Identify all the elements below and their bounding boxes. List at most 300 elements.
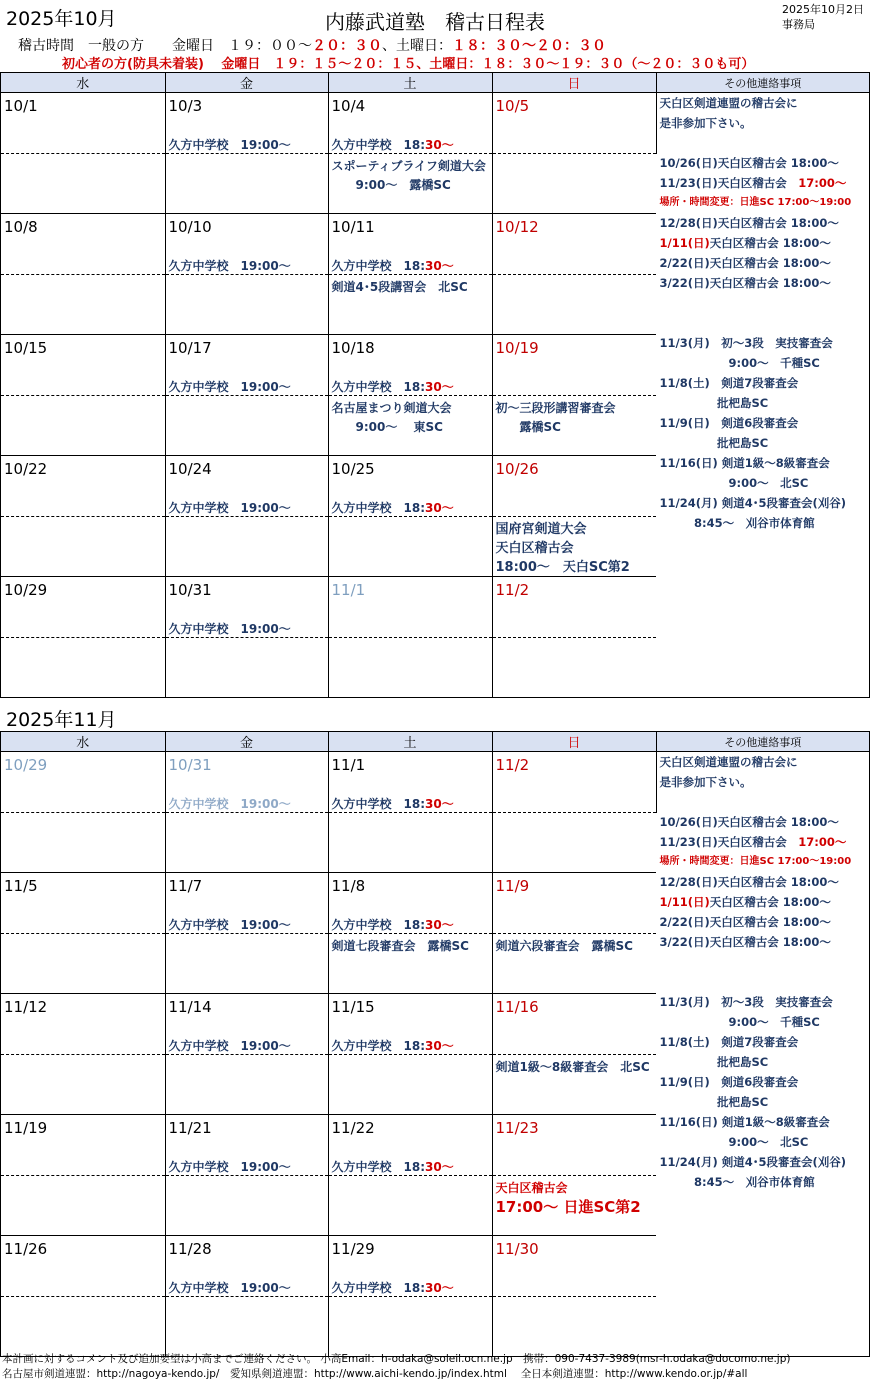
weekday-header-row xyxy=(1,732,869,752)
weekday-header-sat: 土 xyxy=(328,73,492,93)
event-sun xyxy=(496,1058,650,1077)
notes-line xyxy=(660,1012,852,1032)
event-cell-sun xyxy=(492,517,656,577)
event-cell-fri xyxy=(165,638,328,698)
notes-line xyxy=(660,832,852,852)
day-number: 11/1 xyxy=(331,581,366,599)
weekday-header-row xyxy=(1,73,869,93)
event-cell-sun xyxy=(492,275,656,335)
day-cell-sun xyxy=(492,93,656,154)
notes-line xyxy=(660,213,852,233)
notes-line xyxy=(660,992,852,1012)
event-cell-sat xyxy=(328,813,492,873)
event-cell-fri xyxy=(165,1297,328,1357)
day-number: 11/29 xyxy=(331,1240,375,1258)
day-cell-fri xyxy=(165,1115,328,1176)
notes-line xyxy=(660,1132,852,1152)
day-number: 11/1 xyxy=(331,756,366,774)
event-line: 剣道七段審査会 露橋SC xyxy=(331,939,469,953)
notes-text: 3/22(日)天白区稽古会 18:00～ xyxy=(659,935,831,949)
day-cell-sat xyxy=(328,577,492,638)
practice-sat xyxy=(332,136,454,153)
event-cell-wed xyxy=(1,275,165,335)
weekday-header-wed: 水 xyxy=(1,732,165,752)
page-title: 内藤武道塾 稽古日程表 xyxy=(325,10,545,34)
day-number: 10/24 xyxy=(168,460,212,478)
hours-fri-end: ２０：３０ xyxy=(312,38,382,54)
notes-time-red: 17:00～ xyxy=(798,176,847,190)
notes-line xyxy=(660,413,852,433)
event-cell-sun xyxy=(492,813,656,873)
event-cell-sat xyxy=(328,1176,492,1236)
day-cell-sun xyxy=(492,335,656,396)
notes-text: 是非参加下さい。 xyxy=(659,775,752,789)
day-number: 11/7 xyxy=(168,877,203,895)
practice-sat xyxy=(332,499,454,516)
day-cell-wed xyxy=(1,1115,165,1176)
day-number: 10/11 xyxy=(331,218,375,236)
notes-time-red: 17:00～ xyxy=(798,835,847,849)
notes-line xyxy=(660,493,852,513)
footer xyxy=(2,1352,791,1382)
day-number: 10/22 xyxy=(4,460,48,478)
notes-text: 8:45～ 刈谷市体育館 xyxy=(659,516,815,530)
day-cell-wed xyxy=(1,214,165,275)
hours-label: 稽古時間 一般の方 金曜日 １９：００～ xyxy=(18,38,312,54)
day-cell-sun xyxy=(492,577,656,638)
day-cell-wed xyxy=(1,335,165,396)
notes-line xyxy=(660,812,852,832)
notes-line xyxy=(660,772,852,792)
day-number: 10/29 xyxy=(4,756,48,774)
notes-line xyxy=(660,393,852,413)
day-cell-wed xyxy=(1,994,165,1055)
notes-line xyxy=(660,313,852,333)
event-cell-wed xyxy=(1,517,165,577)
weekday-header-sun: 日 xyxy=(492,73,656,93)
day-cell-sat xyxy=(328,93,492,154)
day-number: 10/1 xyxy=(4,97,38,115)
issuer: 事務局 xyxy=(782,18,815,31)
notes-cell xyxy=(656,93,869,698)
day-number: 11/9 xyxy=(495,877,530,895)
event-cell-sun xyxy=(492,638,656,698)
hours-mid: 、土曜日： xyxy=(382,38,452,54)
event-line: 露橋SC xyxy=(495,420,561,434)
day-number: 10/4 xyxy=(331,97,366,115)
event-sun xyxy=(496,520,630,577)
event-cell-fri xyxy=(165,1176,328,1236)
event-sun xyxy=(496,937,633,956)
practice-sat-start: 久方中学校 18: xyxy=(331,1039,425,1053)
day-number: 10/5 xyxy=(495,97,530,115)
weekday-header-sun: 日 xyxy=(492,732,656,752)
event-cell-sun xyxy=(492,154,656,214)
hours-sat: １８：３０～２０：３０ xyxy=(452,38,606,54)
event-cell-sun xyxy=(492,1176,656,1236)
event-cell-wed xyxy=(1,1055,165,1115)
practice-sat xyxy=(332,1037,454,1054)
notes-line xyxy=(660,93,852,113)
day-cell-sat xyxy=(328,214,492,275)
day-number: 10/8 xyxy=(4,218,38,236)
event-line: 17:00～ 日進SC第2 xyxy=(495,1198,641,1216)
day-number: 11/22 xyxy=(331,1119,375,1137)
day-cell-sun xyxy=(492,752,656,813)
weekday-header-fri: 金 xyxy=(165,732,328,752)
event-sat xyxy=(332,937,469,956)
practice-sat-start: 久方中学校 18: xyxy=(331,1160,425,1174)
day-cell-wed xyxy=(1,873,165,934)
day-number: 11/14 xyxy=(168,998,212,1016)
notes-text: 天白区稽古会 18:00～ xyxy=(709,236,831,250)
week-day-row xyxy=(1,752,869,813)
day-cell-fri xyxy=(165,93,328,154)
event-line: 剣道六段審査会 露橋SC xyxy=(495,939,633,953)
practice-sat-start: 久方中学校 18: xyxy=(331,918,425,932)
practice-fri: 久方中学校 19:00～ xyxy=(168,259,291,273)
day-cell-sat xyxy=(328,994,492,1055)
notes-line xyxy=(660,852,852,872)
day-cell-wed xyxy=(1,93,165,154)
practice-fri: 久方中学校 19:00～ xyxy=(168,918,291,932)
day-number: 11/2 xyxy=(495,581,530,599)
weekday-header-notes: その他連絡事項 xyxy=(656,732,869,752)
notes-line xyxy=(660,273,852,293)
practice-sat-start: 久方中学校 18: xyxy=(331,380,425,394)
notes-text: 9:00～ 千種SC xyxy=(659,356,820,370)
day-cell-wed xyxy=(1,1236,165,1297)
event-cell-fri xyxy=(165,517,328,577)
notes-text: 11/9(日) 剣道6段審査会 xyxy=(659,1075,799,1089)
notes-line xyxy=(660,333,852,353)
event-line: 天白区稽古会 xyxy=(495,541,574,556)
notes-text: 天白区剣道連盟の稽古会に xyxy=(659,96,798,110)
notes-line xyxy=(660,972,852,992)
event-cell-sat xyxy=(328,275,492,335)
event-sun xyxy=(496,399,616,437)
day-cell-sat xyxy=(328,1236,492,1297)
day-cell-sat xyxy=(328,752,492,813)
notes-line xyxy=(660,1052,852,1072)
event-cell-wed xyxy=(1,638,165,698)
day-number: 10/15 xyxy=(4,339,48,357)
notes-text: 9:00～ 北SC xyxy=(659,1135,809,1149)
event-line: 剣道4･5段講習会 北SC xyxy=(331,280,468,294)
notes-text: 11/16(日) 剣道1級～8級審査会 xyxy=(659,1115,830,1129)
notes-text: 11/8(土) 剣道7段審査会 xyxy=(659,376,799,390)
notes-text: 批杷島SC xyxy=(659,1055,769,1069)
day-cell-fri xyxy=(165,214,328,275)
day-number: 11/26 xyxy=(4,1240,48,1258)
notes-cell xyxy=(656,752,869,1357)
notes-line xyxy=(660,293,852,313)
day-number: 10/17 xyxy=(168,339,212,357)
event-cell-fri xyxy=(165,1055,328,1115)
day-number: 10/31 xyxy=(168,756,212,774)
practice-sat-start: 久方中学校 18: xyxy=(331,138,425,152)
notes-line xyxy=(660,353,852,373)
day-cell-sun xyxy=(492,1236,656,1297)
notes-line xyxy=(660,892,852,912)
practice-fri: 久方中学校 19:00～ xyxy=(168,1281,291,1295)
day-cell-fri xyxy=(165,994,328,1055)
day-cell-sat xyxy=(328,1115,492,1176)
day-cell-wed xyxy=(1,456,165,517)
day-cell-sun xyxy=(492,873,656,934)
notes-line xyxy=(660,792,852,812)
day-number: 11/23 xyxy=(495,1119,539,1137)
event-line: 国府宮剣道大会 xyxy=(495,522,587,537)
notes-text: 11/16(日) 剣道1級～8級審査会 xyxy=(659,456,830,470)
october-title: 2025年10月 xyxy=(6,8,117,30)
day-cell-wed xyxy=(1,577,165,638)
event-cell-sun xyxy=(492,1297,656,1357)
day-number: 10/31 xyxy=(168,581,212,599)
day-number: 11/5 xyxy=(4,877,38,895)
notes-text: 11/3(月) 初～3段 実技審査会 xyxy=(659,336,833,350)
event-line: 名古屋まつり剣道大会 xyxy=(331,401,452,415)
practice-sat-min: 30～ xyxy=(425,918,454,932)
notes-text: 天白区稽古会 18:00～ xyxy=(709,895,831,909)
november-title: 2025年11月 xyxy=(6,709,117,731)
notes-line xyxy=(660,752,852,772)
event-cell-wed xyxy=(1,154,165,214)
practice-fri: 久方中学校 19:00～ xyxy=(168,622,291,636)
day-cell-sun xyxy=(492,1115,656,1176)
notes-text: 2/22(日)天白区稽古会 18:00～ xyxy=(659,256,831,270)
notes-line xyxy=(660,1092,852,1112)
issue-info xyxy=(782,2,864,32)
weekday-header-sat: 土 xyxy=(328,732,492,752)
october-calendar xyxy=(0,72,870,698)
event-cell-fri xyxy=(165,154,328,214)
footer-contact: 本計画に対するコメント及び追加要望は小高までご連絡ください。 小高Email：h-odaka@soleil.ocn.ne.jp 携帯：090-7437-3989(msr-h.odaka@docomo.ne.jp) xyxy=(2,1353,791,1365)
notes-text: 12/28(日)天白区稽古会 18:00～ xyxy=(659,875,839,889)
day-cell-fri xyxy=(165,577,328,638)
notes-text: 11/23(日)天白区稽古会 xyxy=(659,835,799,849)
event-cell-fri xyxy=(165,813,328,873)
notes-line xyxy=(660,1172,852,1192)
notes-text: 9:00～ 北SC xyxy=(659,476,809,490)
event-cell-sat xyxy=(328,517,492,577)
practice-fri: 久方中学校 19:00～ xyxy=(168,797,291,811)
practice-sat-min: 30～ xyxy=(425,259,454,273)
notes-line xyxy=(660,1112,852,1132)
day-number: 10/26 xyxy=(495,460,539,478)
practice-sat xyxy=(332,378,454,395)
practice-fri: 久方中学校 19:00～ xyxy=(168,138,291,152)
day-cell-sun xyxy=(492,994,656,1055)
practice-fri: 久方中学校 19:00～ xyxy=(168,1039,291,1053)
event-cell-sat xyxy=(328,1297,492,1357)
notes-line xyxy=(660,473,852,493)
practice-sat xyxy=(332,1158,454,1175)
event-cell-fri xyxy=(165,934,328,994)
practice-fri: 久方中学校 19:00～ xyxy=(168,501,291,515)
day-number: 10/18 xyxy=(331,339,375,357)
event-sat xyxy=(332,278,468,297)
day-number: 11/16 xyxy=(495,998,539,1016)
practice-sat xyxy=(332,257,454,274)
notes-list xyxy=(660,93,852,533)
practice-sat-min: 30～ xyxy=(425,138,454,152)
practice-sat-start: 久方中学校 18: xyxy=(331,259,425,273)
notes-line xyxy=(660,173,852,193)
event-line: 天白区稽古会 xyxy=(495,1181,568,1195)
notes-text: 11/8(土) 剣道7段審査会 xyxy=(659,1035,799,1049)
event-cell-sun xyxy=(492,934,656,994)
day-number: 10/10 xyxy=(168,218,212,236)
event-sat xyxy=(332,399,452,437)
notes-line xyxy=(660,233,852,253)
notes-line xyxy=(660,1032,852,1052)
practice-fri: 久方中学校 19:00～ xyxy=(168,1160,291,1174)
footer-links: 名古屋市剣道連盟：http://nagoya-kendo.jp/ 愛知県剣道連盟：http://www.aichi-kendo.jp/index.html 全日本剣道連盟：http://www.kendo.or.jp/#all xyxy=(2,1368,748,1380)
practice-hours xyxy=(18,35,606,55)
event-cell-fri xyxy=(165,275,328,335)
event-line: スポーティブライフ剣道大会 xyxy=(331,159,486,173)
event-line: 9:00～ 東SC xyxy=(331,420,443,434)
notes-line xyxy=(660,253,852,273)
issue-date: 2025年10月2日 xyxy=(782,3,864,16)
event-line: 剣道1級～8級審査会 北SC xyxy=(495,1060,650,1074)
event-cell-wed xyxy=(1,813,165,873)
day-number: 11/30 xyxy=(495,1240,539,1258)
notes-text: 8:45～ 刈谷市体育館 xyxy=(659,1175,815,1189)
day-cell-fri xyxy=(165,873,328,934)
day-cell-sun xyxy=(492,214,656,275)
day-cell-sat xyxy=(328,335,492,396)
practice-sat-min: 30～ xyxy=(425,501,454,515)
day-cell-sat xyxy=(328,873,492,934)
notes-line xyxy=(660,912,852,932)
day-number: 11/2 xyxy=(495,756,530,774)
notes-text: 批杷島SC xyxy=(659,396,769,410)
event-cell-sat xyxy=(328,638,492,698)
notes-text: 3/22(日)天白区稽古会 18:00～ xyxy=(659,276,831,290)
day-cell-fri xyxy=(165,752,328,813)
notes-line xyxy=(660,113,852,133)
notes-line xyxy=(660,433,852,453)
notes-line xyxy=(660,952,852,972)
day-cell-fri xyxy=(165,456,328,517)
notes-text: 9:00～ 千種SC xyxy=(659,1015,820,1029)
notes-line xyxy=(660,373,852,393)
day-cell-sat xyxy=(328,456,492,517)
event-cell-fri xyxy=(165,396,328,456)
notes-line xyxy=(660,193,852,213)
practice-sat xyxy=(332,795,454,812)
notes-text: 10/26(日)天白区稽古会 18:00～ xyxy=(659,156,839,170)
practice-sat-min: 30～ xyxy=(425,797,454,811)
notes-line xyxy=(660,133,852,153)
practice-sat-start: 久方中学校 18: xyxy=(331,797,425,811)
event-cell-sun xyxy=(492,1055,656,1115)
event-cell-wed xyxy=(1,1176,165,1236)
practice-sat xyxy=(332,916,454,933)
event-cell-wed xyxy=(1,1297,165,1357)
event-cell-sat xyxy=(328,1055,492,1115)
event-cell-sun xyxy=(492,396,656,456)
practice-sat-start: 久方中学校 18: xyxy=(331,1281,425,1295)
notes-line xyxy=(660,1152,852,1172)
notes-text: 11/3(月) 初～3段 実技審査会 xyxy=(659,995,833,1009)
event-cell-wed xyxy=(1,934,165,994)
notes-text: 批杷島SC xyxy=(659,436,769,450)
notes-text: 批杷島SC xyxy=(659,1095,769,1109)
day-cell-fri xyxy=(165,1236,328,1297)
day-number: 10/19 xyxy=(495,339,539,357)
november-calendar xyxy=(0,731,870,1357)
practice-fri: 久方中学校 19:00～ xyxy=(168,380,291,394)
notes-text: 天白区剣道連盟の稽古会に xyxy=(659,755,798,769)
day-cell-fri xyxy=(165,335,328,396)
event-cell-sat xyxy=(328,396,492,456)
beginner-hours: 初心者の方(防具未着装) 金曜日 １９：１５～２０：１５、土曜日：１８：３０～１９：３０（～２０：３０も可） xyxy=(62,57,755,72)
notes-line xyxy=(660,932,852,952)
notes-text: 是非参加下さい。 xyxy=(659,116,752,130)
week-day-row xyxy=(1,93,869,154)
day-number: 10/25 xyxy=(331,460,375,478)
practice-sat xyxy=(332,1279,454,1296)
notes-text: 12/28(日)天白区稽古会 18:00～ xyxy=(659,216,839,230)
event-cell-sat xyxy=(328,154,492,214)
event-sun xyxy=(496,1179,641,1217)
notes-text: 11/24(月) 剣道4･5段審査会(刈谷) xyxy=(659,1155,846,1169)
event-line: 18:00～ 天白SC第2 xyxy=(495,560,630,575)
notes-line xyxy=(660,513,852,533)
notes-line xyxy=(660,872,852,892)
day-number: 11/8 xyxy=(331,877,366,895)
day-number: 10/3 xyxy=(168,97,203,115)
notes-text: 11/24(月) 剣道4･5段審査会(刈谷) xyxy=(659,496,846,510)
notes-text: 2/22(日)天白区稽古会 18:00～ xyxy=(659,915,831,929)
notes-text: 11/9(日) 剣道6段審査会 xyxy=(659,416,799,430)
weekday-header-wed: 水 xyxy=(1,73,165,93)
weekday-header-notes: その他連絡事項 xyxy=(656,73,869,93)
day-number: 11/21 xyxy=(168,1119,212,1137)
day-number: 10/29 xyxy=(4,581,48,599)
notes-text: 場所・時間変更：日進SC 17:00～19:00 xyxy=(659,856,852,867)
notes-text: 場所・時間変更：日進SC 17:00～19:00 xyxy=(659,197,852,208)
practice-sat-min: 30～ xyxy=(425,380,454,394)
practice-sat-min: 30～ xyxy=(425,1281,454,1295)
notes-text: 10/26(日)天白区稽古会 18:00～ xyxy=(659,815,839,829)
day-number: 11/19 xyxy=(4,1119,48,1137)
notes-date-red: 1/11(日) xyxy=(659,895,710,909)
practice-sat-min: 30～ xyxy=(425,1039,454,1053)
day-number: 11/28 xyxy=(168,1240,212,1258)
day-number: 11/12 xyxy=(4,998,48,1016)
event-sat xyxy=(332,157,486,195)
weekday-header-fri: 金 xyxy=(165,73,328,93)
event-line: 初～三段形講習審査会 xyxy=(495,401,616,415)
notes-text: 11/23(日)天白区稽古会 xyxy=(659,176,799,190)
notes-line xyxy=(660,1072,852,1092)
notes-date-red: 1/11(日) xyxy=(659,236,710,250)
day-number: 10/12 xyxy=(495,218,539,236)
practice-sat-start: 久方中学校 18: xyxy=(331,501,425,515)
day-cell-wed xyxy=(1,752,165,813)
notes-line xyxy=(660,453,852,473)
event-line: 9:00～ 露橋SC xyxy=(331,178,451,192)
practice-sat-min: 30～ xyxy=(425,1160,454,1174)
event-cell-wed xyxy=(1,396,165,456)
notes-list xyxy=(660,752,852,1192)
event-cell-sat xyxy=(328,934,492,994)
day-cell-sun xyxy=(492,456,656,517)
